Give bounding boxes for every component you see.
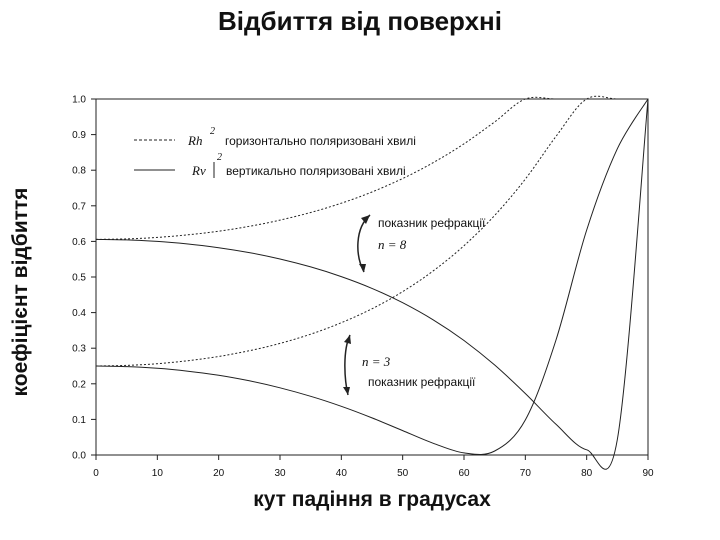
annotation-text-n8: показник рефракції: [378, 216, 486, 230]
annotation-n3: [343, 335, 476, 395]
annotation-n8: [358, 215, 486, 272]
plot-frame: [96, 99, 648, 455]
page-title: Відбиття від поверхні: [218, 6, 502, 36]
x-axis-ticks: [93, 455, 654, 479]
y-tick-label: 0.8: [72, 165, 86, 177]
x-axis-label: кут падіння в градусах: [253, 488, 491, 511]
x-tick-label: 30: [274, 468, 286, 479]
annotation-arrow-n8: [358, 215, 370, 272]
annotation-math-n3: n = 3: [362, 354, 391, 369]
y-tick-label: 0.6: [72, 236, 86, 248]
legend-label-vertical: вертикально поляризовані хвилі: [226, 164, 406, 178]
y-axis-label: коефіцієнт відбиття: [9, 187, 32, 397]
legend-symbol-rv: Rv: [192, 163, 206, 178]
y-tick-label: 0.9: [72, 130, 86, 142]
annotation-math-n8: n = 8: [378, 237, 407, 252]
annotation-arrowhead-n3-bottom: [343, 387, 350, 395]
series-layer: [96, 96, 648, 469]
legend-symbol-rv-power: 2: [217, 152, 222, 163]
x-tick-label: 40: [335, 468, 347, 479]
x-tick-label: 70: [519, 468, 531, 479]
y-tick-label: 0.1: [72, 414, 86, 426]
legend-symbol-rh: Rh: [188, 133, 203, 148]
annotation-text-n3: показник рефракції: [368, 375, 476, 389]
y-tick-label: 0.5: [72, 272, 86, 284]
annotation-arrow-n3: [345, 335, 350, 395]
legend: [134, 126, 416, 178]
y-tick-label: 0.4: [72, 308, 86, 320]
annotation-arrowhead-n3-top: [344, 335, 351, 344]
y-tick-label: 0.0: [72, 450, 86, 462]
x-tick-label: 20: [213, 468, 225, 479]
y-tick-label: 0.7: [72, 201, 86, 213]
legend-label-horizontal: горизонтально поляризовані хвилі: [225, 134, 416, 148]
annotation-arrowhead-n8-top: [361, 215, 370, 224]
x-tick-label: 80: [581, 468, 593, 479]
x-tick-label: 50: [397, 468, 409, 479]
legend-symbol-rh-power: 2: [210, 126, 215, 137]
series-line-n3-v: [96, 99, 648, 455]
x-tick-label: 60: [458, 468, 470, 479]
y-tick-label: 0.2: [72, 379, 86, 391]
y-tick-label: 1.0: [72, 94, 86, 106]
annotation-arrowhead-n8-bottom: [359, 264, 366, 272]
series-line-n8-v: [96, 99, 648, 469]
x-tick-label: 90: [642, 468, 654, 479]
y-tick-label: 0.3: [72, 343, 86, 355]
x-tick-label: 10: [151, 468, 163, 479]
y-axis-ticks: [72, 95, 96, 462]
x-tick-label: 0: [93, 468, 99, 479]
